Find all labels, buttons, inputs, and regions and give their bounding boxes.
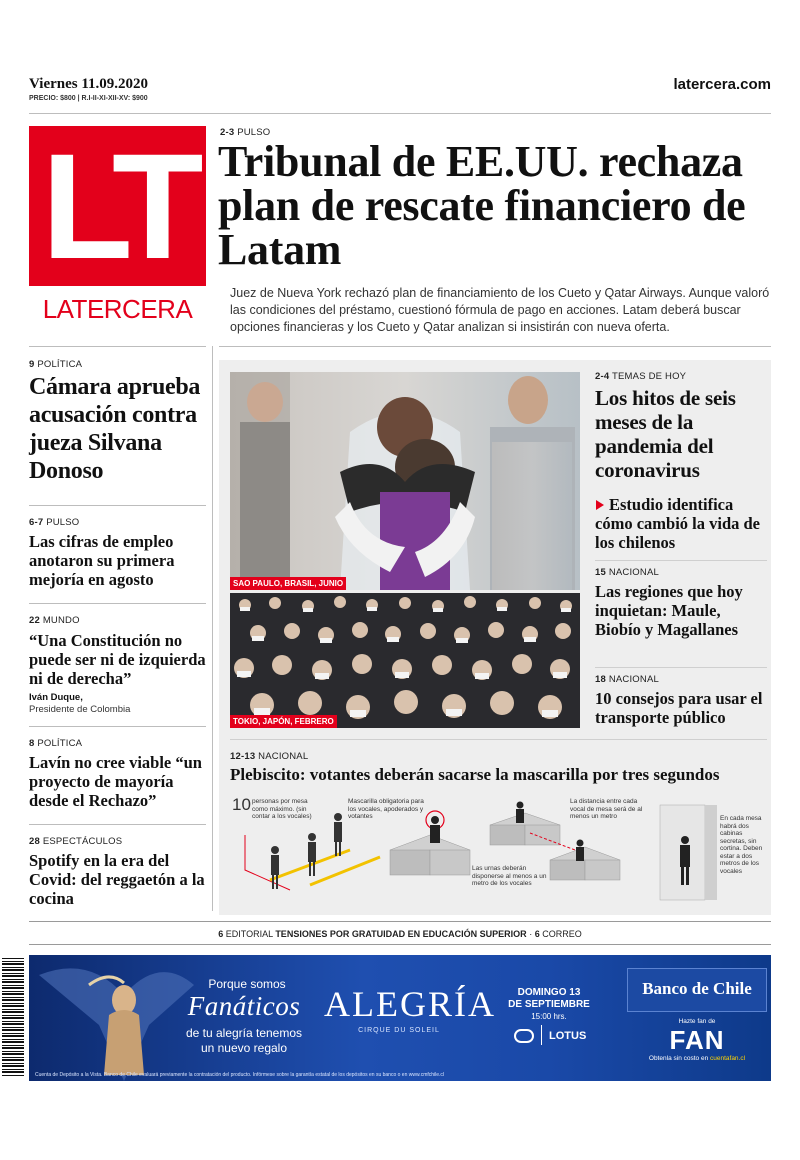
sponsor-mark-icon xyxy=(514,1029,534,1043)
logo-name: LATERCERA xyxy=(42,294,193,324)
footer-top-rule xyxy=(29,921,771,922)
barcode-image xyxy=(2,958,24,1076)
story3-headline[interactable]: 10 consejos para usar el transporte público xyxy=(595,689,763,727)
left-divider-3 xyxy=(29,726,206,727)
ad-line-4: un nuevo regalo xyxy=(200,1041,288,1055)
photo-caption-2: TOKIO, JAPÓN, FEBRERO xyxy=(230,715,337,728)
photo-caption-1: SAO PAULO, BRASIL, JUNIO xyxy=(230,577,346,590)
story2-section-label: 15 NACIONAL xyxy=(595,567,659,578)
plebiscito-section-label: 12-13 NACIONAL xyxy=(230,751,309,762)
footer-bottom-rule xyxy=(29,944,771,945)
ad-show-sub: CIRQUE DU SOLEIL xyxy=(358,1027,440,1034)
main-section-label: 2-3 PULSO xyxy=(220,127,271,138)
left-story-3-section: 22 MUNDO xyxy=(29,615,80,626)
left-divider-2 xyxy=(29,603,206,604)
photo-sao-paulo[interactable] xyxy=(230,372,580,590)
story2-headline[interactable]: Las regiones que hoy inquietan: Maule, Biobío y Magallanes xyxy=(595,582,743,639)
feature-headline[interactable]: Los hitos de seis meses de la pandemia del coronavirus xyxy=(595,386,736,482)
ad-line-2: Fanáticos xyxy=(187,991,301,1021)
edition-date: Viernes 11.09.2020 xyxy=(29,76,149,92)
logo-initials: LT xyxy=(41,122,194,290)
left-story-2-section: 6-7 PULSO xyxy=(29,517,80,528)
ad-bank-logo: Banco de Chile xyxy=(642,979,752,998)
main-dek: Juez de Nueva York rechazó plan de financiamiento de los Cueto y Qatar Airways. Aunque valoró las condiciones del préstamo, cuestionó fórmula de pago en acciones. Latam deberá buscar opciones financieras y los Cueto y Qatar analizan si insistirán con nueva oferta. xyxy=(230,286,770,334)
photo-tokio[interactable] xyxy=(230,593,580,728)
left-story-4-section: 8 POLÍTICA xyxy=(29,738,83,749)
plebiscito-headline[interactable]: Plebiscito: votantes deberán sacarse la mascarilla por tres segundos xyxy=(230,765,720,784)
left-divider-1 xyxy=(29,505,206,506)
feature-section-label: 2-4 TEMAS DE HOY xyxy=(595,371,687,382)
ad-line-3: de tu alegría tenemos xyxy=(185,1026,303,1040)
infographic-note-2: Mascarilla obligatoria para los vocales, apoderados y votantes xyxy=(348,798,424,820)
left-story-1-section: 9 POLÍTICA xyxy=(29,359,83,370)
main-headline[interactable]: Tribunal de EE.UU. rechaza plan de rescate financiero de Latam xyxy=(218,137,746,274)
ad-fan-pre: Hazte fan de xyxy=(678,1018,716,1025)
main-divider xyxy=(219,346,771,347)
ad-sponsor-divider xyxy=(541,1025,542,1045)
edition-price: PRECIO: $800 | R.I-II-XI-XII-XV: $900 xyxy=(29,95,148,102)
left-divider-4 xyxy=(29,824,206,825)
right-divider-2 xyxy=(595,667,767,668)
ad-date-2: DE SEPTIEMBRE xyxy=(508,999,590,1010)
left-divider-0 xyxy=(29,346,206,347)
panel-divider xyxy=(230,739,767,740)
story3-section-label: 18 NACIONAL xyxy=(595,674,659,685)
ad-fan-sub[interactable]: Obtenla sin costo en cuentafan.cl xyxy=(648,1055,746,1062)
quote-author: Iván Duque, xyxy=(29,692,83,703)
infographic-number: 10 xyxy=(232,795,251,814)
photo-sao-paulo-illustration xyxy=(230,372,580,590)
ad-fan-logo: FAN xyxy=(669,1025,725,1055)
ad-time: 15:00 hrs. xyxy=(531,1012,567,1021)
website-link[interactable]: latercera.com xyxy=(673,76,771,93)
left-story-3-headline[interactable]: “Una Constitución no puede ser ni de izquierda ni de derecha” xyxy=(29,631,206,688)
infographic-note-1: personas por mesa como máximo. (sin contar a los vocales) xyxy=(252,798,312,820)
ad-line-1: Porque somos xyxy=(208,977,286,991)
left-story-1-headline[interactable]: Cámara aprueba acusación contra jueza Silvana Donoso xyxy=(29,374,201,484)
plebiscito-infographic xyxy=(230,795,770,910)
ad-date-1: DOMINGO 13 xyxy=(517,987,581,998)
right-divider-1 xyxy=(595,560,767,561)
infographic-note-4: Las urnas deberán disponerse al menos a un metro de los vocales xyxy=(472,865,547,887)
ad-sponsor: LOTUS xyxy=(549,1030,587,1042)
quote-author-role: Presidente de Colombia xyxy=(29,704,131,715)
photo-tokio-illustration xyxy=(230,593,580,728)
left-story-5-headline[interactable]: Spotify en la era del Covid: del reggaetón a la cocina xyxy=(29,851,205,908)
left-story-4-headline[interactable]: Lavín no cree viable “un proyecto de mayoría desde el Rechazo” xyxy=(29,753,202,810)
left-story-5-section: 28 ESPECTÁCULOS xyxy=(29,836,123,847)
feature-subhead[interactable]: Estudio identifica cómo cambió la vida de los chilenos xyxy=(595,495,760,552)
infographic-note-5: En cada mesa habrá dos cabinas secretas, sin cortina. Deben estar a dos metros de los vocales xyxy=(720,815,763,875)
ad-legal: Cuenta de Depósito a la Vista. Banco de Chile evaluará previamente la contratación del producto. Infórmese sobre la garantía estatal de los depósitos en su banco o en www.cmfchile.cl xyxy=(35,1072,445,1078)
ad-show-logo: ALEGRÍA xyxy=(324,984,496,1024)
footer-bar[interactable]: 6 EDITORIAL TENSIONES POR GRATUIDAD EN EDUCACIÓN SUPERIOR · 6 CORREO xyxy=(218,929,582,939)
left-story-2-headline[interactable]: Las cifras de empleo anotaron su primera mejoría en agosto xyxy=(29,532,175,589)
banco-chile-ad[interactable] xyxy=(29,955,771,1081)
column-divider xyxy=(212,346,213,911)
masthead-divider xyxy=(29,113,771,114)
infographic-note-3: La distancia entre cada vocal de mesa será de al menos un metro xyxy=(570,798,643,820)
